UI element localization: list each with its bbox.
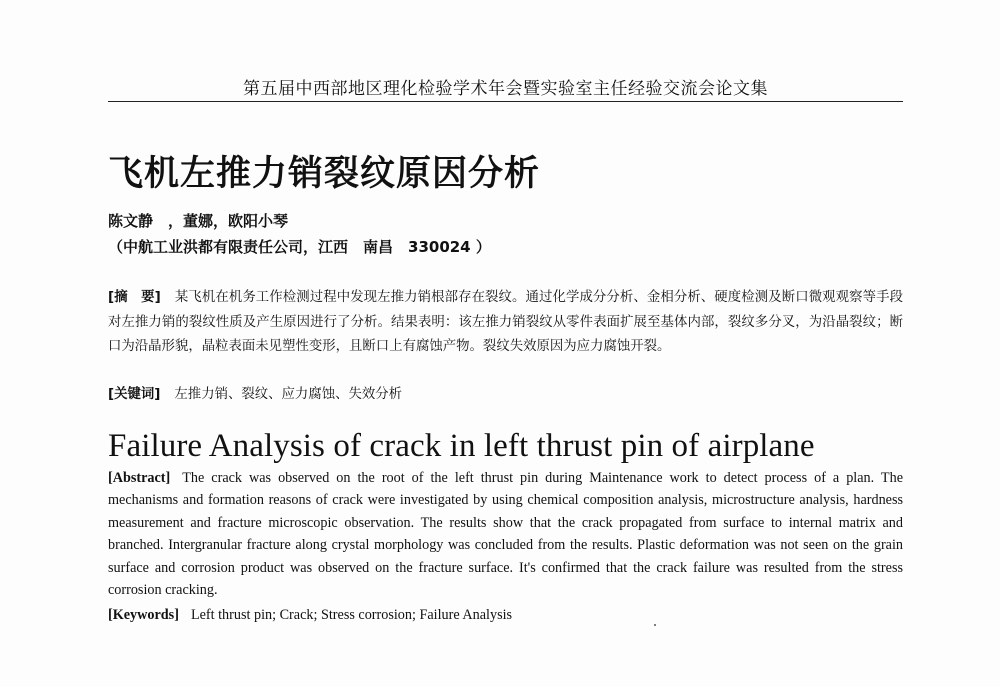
english-abstract-text: The crack was observed on the root of the left thrust pin during Maintenance work to detect process of a plan. The mechanisms and formation reasons of crack were investigated by using chemical composition analysis, microstructure analysis, hardness measurement and fracture microscopic observation. The results show that the crack propagated from surface to internal matrix and branched. Intergranular fracture along crystal morphology was concluded from the results. Plastic deformation was not seen on the grain surface and corrosion product was observed on the fracture surface. It's confirmed that the crack failure was resulted from the stress corrosion cracking. <box>108 470 903 599</box>
chinese-keywords-label: [关键词] <box>108 387 161 402</box>
running-header: 第五届中西部地区理化检验学术年会暨实验室主任经验交流会论文集 <box>243 79 768 99</box>
english-keywords <box>108 604 903 626</box>
chinese-keywords <box>108 383 903 407</box>
chinese-title: 飞机左推力销裂纹原因分析 <box>108 154 541 194</box>
english-title: Failure Analysis of crack in left thrust pin of airplane <box>108 428 815 464</box>
authors: 陈文静 ，董娜，欧阳小琴 <box>108 212 289 230</box>
english-abstract-label: [Abstract] <box>108 470 171 486</box>
chinese-abstract <box>108 286 903 360</box>
chinese-keywords-text: 左推力销、裂纹、应力腐蚀、失效分析 <box>174 387 403 402</box>
chinese-abstract-label: [摘 要] <box>108 290 161 305</box>
chinese-abstract-text: 某飞机在机务工作检测过程中发现左推力销根部存在裂纹。通过化学成分分析、金相分析、硬度检测及断口微观观察等手段对左推力销的裂纹性质及产生原因进行了分析。结果表明：该左推力销裂纹从零件表面扩展至基体内部，裂纹多分叉，为沿晶裂纹；断口为沿晶形貌，晶粒表面未见塑性变形，且断口上有腐蚀产物。裂纹失效原因为应力腐蚀开裂。 <box>108 290 903 354</box>
scan-speck <box>654 624 656 626</box>
english-keywords-label: [Keywords] <box>108 607 179 623</box>
english-keywords-text: Left thrust pin; Crack; Stress corrosion; Failure Analysis <box>190 607 513 623</box>
affiliation: （中航工业洪都有限责任公司，江西 南昌 330024 ） <box>108 238 491 256</box>
english-abstract <box>108 467 903 601</box>
header-rule <box>108 101 903 102</box>
